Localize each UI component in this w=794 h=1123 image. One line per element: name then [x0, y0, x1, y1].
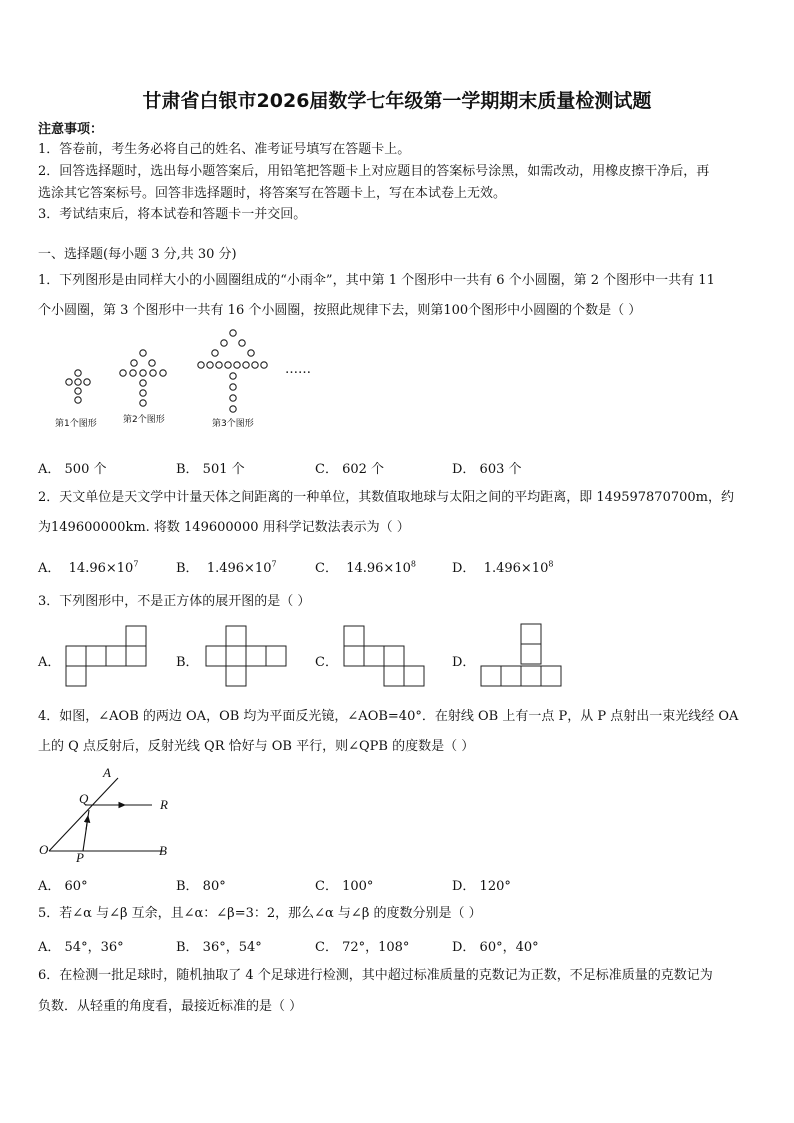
- point-label-q: Q: [79, 791, 89, 806]
- q1-fig-label-3: 第3个图形: [212, 419, 254, 429]
- q3-net-d: [475, 620, 570, 692]
- q1-ellipsis: ……: [285, 362, 311, 377]
- point-label-r: R: [160, 797, 168, 812]
- point-label-o: O: [39, 842, 49, 857]
- q4-text-line1: 4．如图，∠AOB 的两边 OA，OB 均为平面反光镜，∠AOB=40°．在射线 OB 上有一点 P，从 P 点射出一束光线经 OA: [38, 709, 739, 724]
- q3-option-c-letter: C．: [315, 655, 338, 670]
- q4-reflection-diagram: [30, 762, 190, 867]
- q2-option-c: C． $14.96\times 10^8$: [315, 559, 416, 576]
- q5-text-line1: 5．若∠α 与∠β 互余，且∠α：∠β=3：2，那么∠α 与∠β 的度数分别是（ ）: [38, 906, 482, 921]
- q1-option-a: A． 500 个: [38, 462, 107, 477]
- q4-option-a: A． 60°: [38, 879, 88, 894]
- q2-option-b: B． $1.496\times 10^7$: [176, 559, 277, 576]
- q1-option-c: C． 602 个: [315, 462, 385, 477]
- q2-option-a: A． $14.96\times 10^7$: [38, 559, 139, 576]
- q3-net-c: [338, 622, 433, 692]
- q3-net-b: [200, 622, 295, 692]
- q1-fig-label-1: 第1个图形: [55, 419, 97, 429]
- q4-option-b: B． 80°: [176, 879, 226, 894]
- q5-option-c: C． 72°，108°: [315, 940, 410, 955]
- q3-option-a-letter: A．: [38, 655, 61, 670]
- q4-option-c: C． 100°: [315, 879, 374, 894]
- q6-text-line2: 负数．从轻重的角度看，最接近标准的是（ ）: [38, 999, 303, 1014]
- q3-net-a: [60, 622, 155, 692]
- notice-item-1: 1．答卷前，考生务必将自己的姓名、准考证号填写在答题卡上。: [38, 142, 411, 157]
- q6-text-line1: 6．在检测一批足球时，随机抽取了 4 个足球进行检测，其中超过标准质量的克数记为正数，不足标准质量的克数记为: [38, 968, 713, 983]
- q1-option-b: B． 501 个: [176, 462, 245, 477]
- notice-item-2: 2．回答选择题时，选出每小题答案后，用铅笔把答题卡上对应题目的答案标号涂黑，如需改动，用橡皮擦干净后，再: [38, 164, 710, 179]
- page-title: 甘肃省白银市2026届数学七年级第一学期期末质量检测试题: [142, 90, 652, 112]
- q5-option-a: A． 54°，36°: [38, 940, 124, 955]
- q2-text-line1: 2．天文单位是天文学中计量天体之间距离的一种单位，其数值取地球与太阳之间的平均距离，即 149597870700m，约: [38, 490, 734, 505]
- notice-item-3: 3．考试结束后，将本试卷和答题卡一并交回。: [38, 207, 307, 222]
- q3-option-d-letter: D．: [452, 655, 476, 670]
- q3-text-line1: 3．下列图形中，不是正方体的展开图的是（ ）: [38, 594, 311, 609]
- q5-option-d: D． 60°，40°: [452, 940, 539, 955]
- q2-text-line2: 为149600000km. 将数 149600000 用科学记数法表示为（ ）: [38, 520, 410, 535]
- q2-option-d: D． $1.496\times 10^8$: [452, 559, 554, 576]
- q1-option-d: D． 603 个: [452, 462, 522, 477]
- q4-option-d: D． 120°: [452, 879, 511, 894]
- q4-text-line2: 上的 Q 点反射后，反射光线 QR 恰好与 OB 平行，则∠QPB 的度数是（ ）: [38, 739, 475, 754]
- q3-option-b-letter: B．: [176, 655, 199, 670]
- q1-text-line2: 个小圆圈，第 3 个图形中一共有 16 个小圆圈，按照此规律下去，则第100个图形中小圆圈的个数是（ ）: [38, 303, 642, 318]
- point-label-b: B: [159, 843, 167, 858]
- section-heading: 一、选择题(每小题 3 分,共 30 分): [38, 247, 237, 262]
- notice-heading: 注意事项：: [38, 122, 104, 137]
- point-label-a: A: [103, 765, 111, 780]
- point-label-p: P: [76, 850, 84, 865]
- notice-item-2-cont: 选涂其它答案标号。回答非选择题时，将答案写在答题卡上，写在本试卷上无效。: [38, 186, 507, 201]
- q1-text-line1: 1．下列图形是由同样大小的小圆圈组成的“小雨伞”，其中第 1 个图形中一共有 6 个小圆圈，第 2 个图形中一共有 11: [38, 273, 715, 288]
- q1-fig-label-2: 第2个图形: [123, 415, 165, 425]
- q5-option-b: B． 36°，54°: [176, 940, 262, 955]
